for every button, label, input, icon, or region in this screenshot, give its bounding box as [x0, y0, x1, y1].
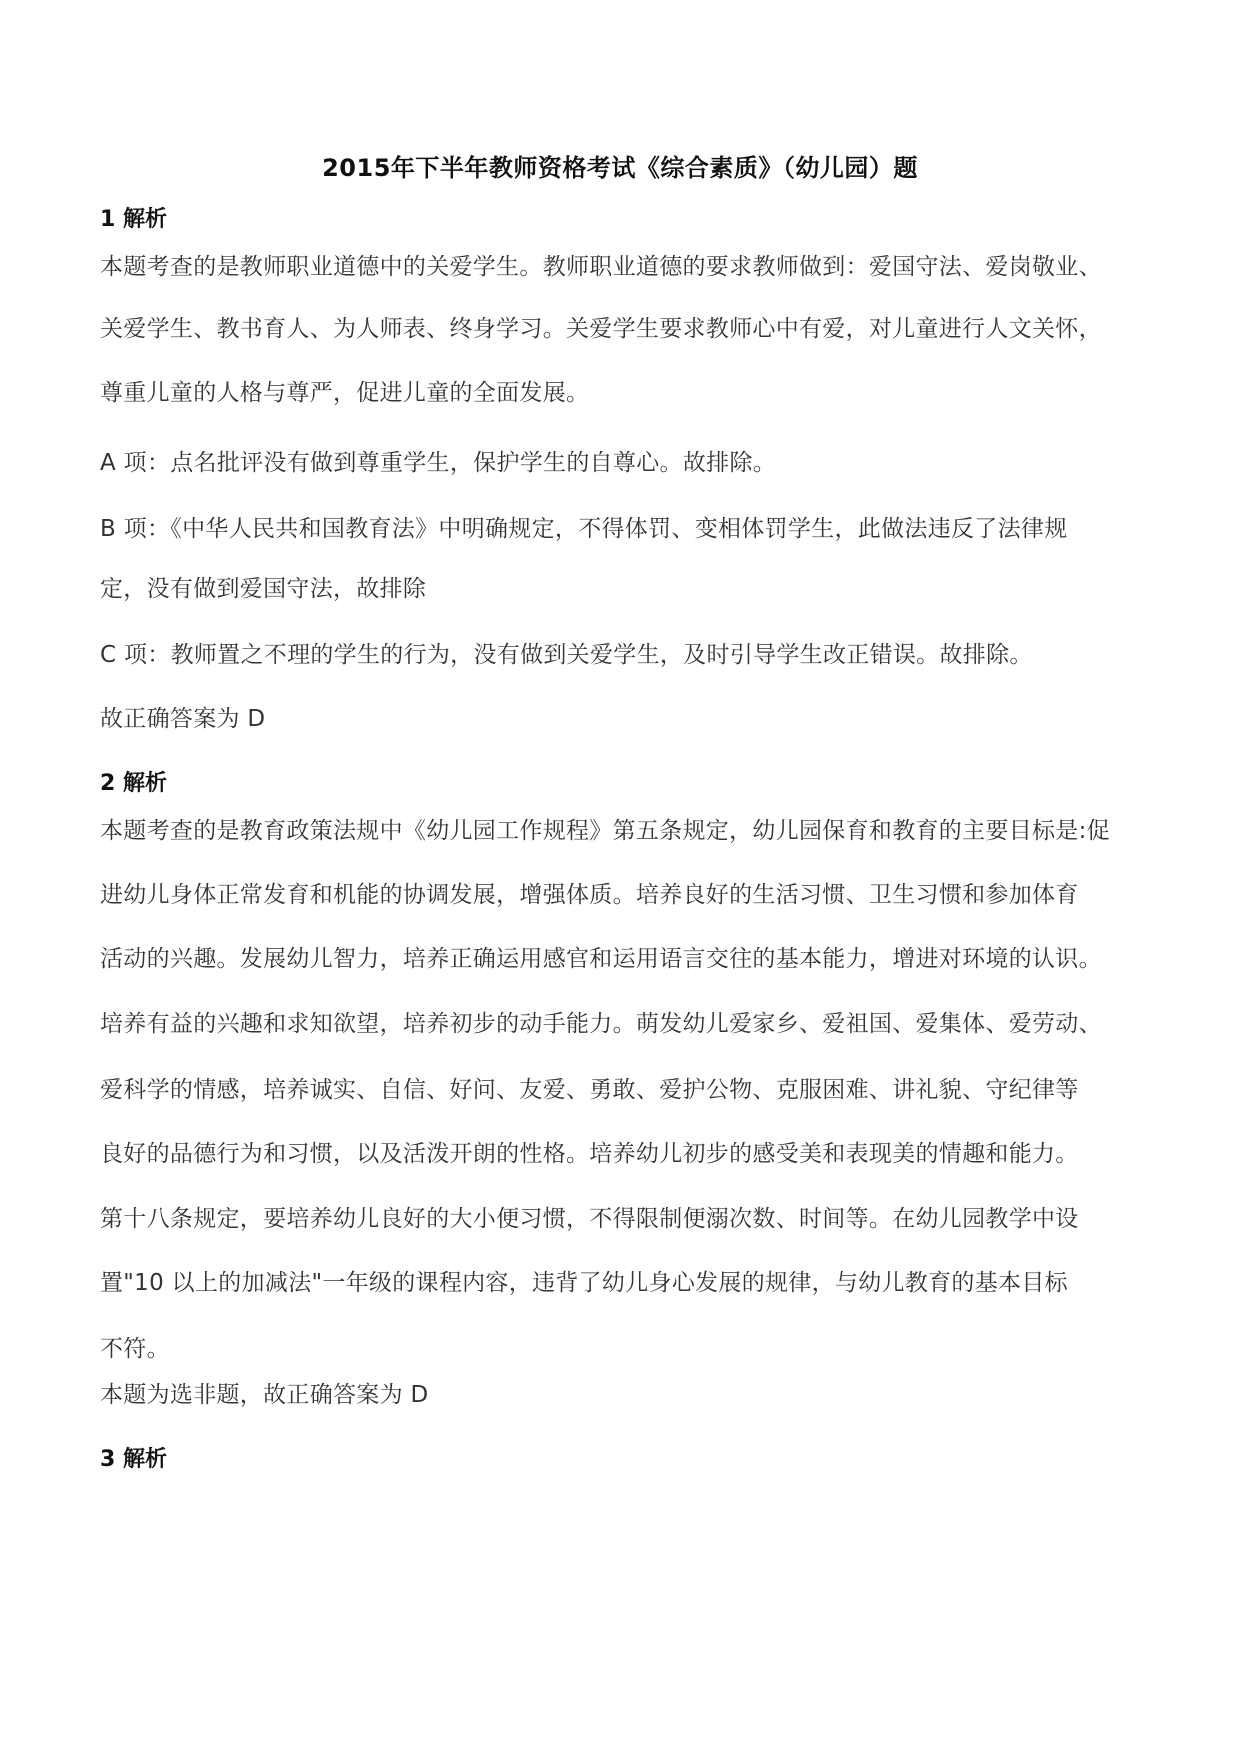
section-1-line-2: 关爱学生、教书育人、为人师表、终身学习。关爱学生要求教师心中有爱，对儿童进行人文关怀，	[100, 316, 1102, 342]
section-1-option-a: A 项：点名批评没有做到尊重学生，保护学生的自尊心。故排除。	[100, 450, 777, 476]
section-2-line-4: 培养有益的兴趣和求知欲望，培养初步的动手能力。萌发幼儿爱家乡、爱祖国、爱集体、爱劳动、	[100, 1011, 1102, 1037]
section-1-line-3: 尊重儿童的人格与尊严，促进儿童的全面发展。	[100, 380, 590, 406]
section-2-line-8: 置"10 以上的加减法"一年级的课程内容，违背了幼儿身心发展的规律，与幼儿教育的基本目标	[100, 1270, 1068, 1296]
document-title: 2015年下半年教师资格考试《综合素质》（幼儿园）题	[322, 154, 918, 182]
section-1-option-c: C 项：教师置之不理的学生的行为，没有做到关爱学生，及时引导学生改正错误。故排除。	[100, 642, 1033, 668]
section-1-option-b: B 项：《中华人民共和国教育法》中明确规定，不得体罚、变相体罚学生，此做法违反了法律规	[100, 516, 1068, 542]
section-3-heading: 3 解析	[100, 1447, 167, 1472]
section-2-line-5: 爱科学的情感，培养诚实、自信、好问、友爱、勇敢、爱护公物、克服困难、讲礼貌、守纪律等	[100, 1077, 1079, 1103]
section-2-line-6: 良好的品德行为和习惯，以及活泼开朗的性格。培养幼儿初步的感受美和表现美的情趣和能力。	[100, 1141, 1079, 1167]
section-1-answer: 故正确答案为 D	[100, 706, 266, 732]
section-2-line-1: 本题考查的是教育政策法规中《幼儿园工作规程》第五条规定，幼儿园保育和教育的主要目标是:促	[100, 818, 1110, 844]
section-1-heading: 1 解析	[100, 207, 167, 232]
section-2-line-9: 不符。	[100, 1336, 170, 1362]
section-1-line-1: 本题考查的是教师职业道德中的关爱学生。教师职业道德的要求教师做到：爱国守法、爱岗敬业、	[100, 254, 1102, 280]
section-2-answer: 本题为选非题，故正确答案为 D	[100, 1382, 429, 1408]
section-2-line-3: 活动的兴趣。发展幼儿智力，培养正确运用感官和运用语言交往的基本能力，增进对环境的认识。	[100, 946, 1102, 972]
section-2-line-2: 进幼儿身体正常发育和机能的协调发展，增强体质。培养良好的生活习惯、卫生习惯和参加体育	[100, 882, 1079, 908]
section-2-line-7: 第十八条规定，要培养幼儿良好的大小便习惯，不得限制便溺次数、时间等。在幼儿园教学中设	[100, 1206, 1079, 1232]
section-2-heading: 2 解析	[100, 771, 167, 796]
section-1-option-b-cont: 定，没有做到爱国守法，故排除	[100, 576, 427, 602]
